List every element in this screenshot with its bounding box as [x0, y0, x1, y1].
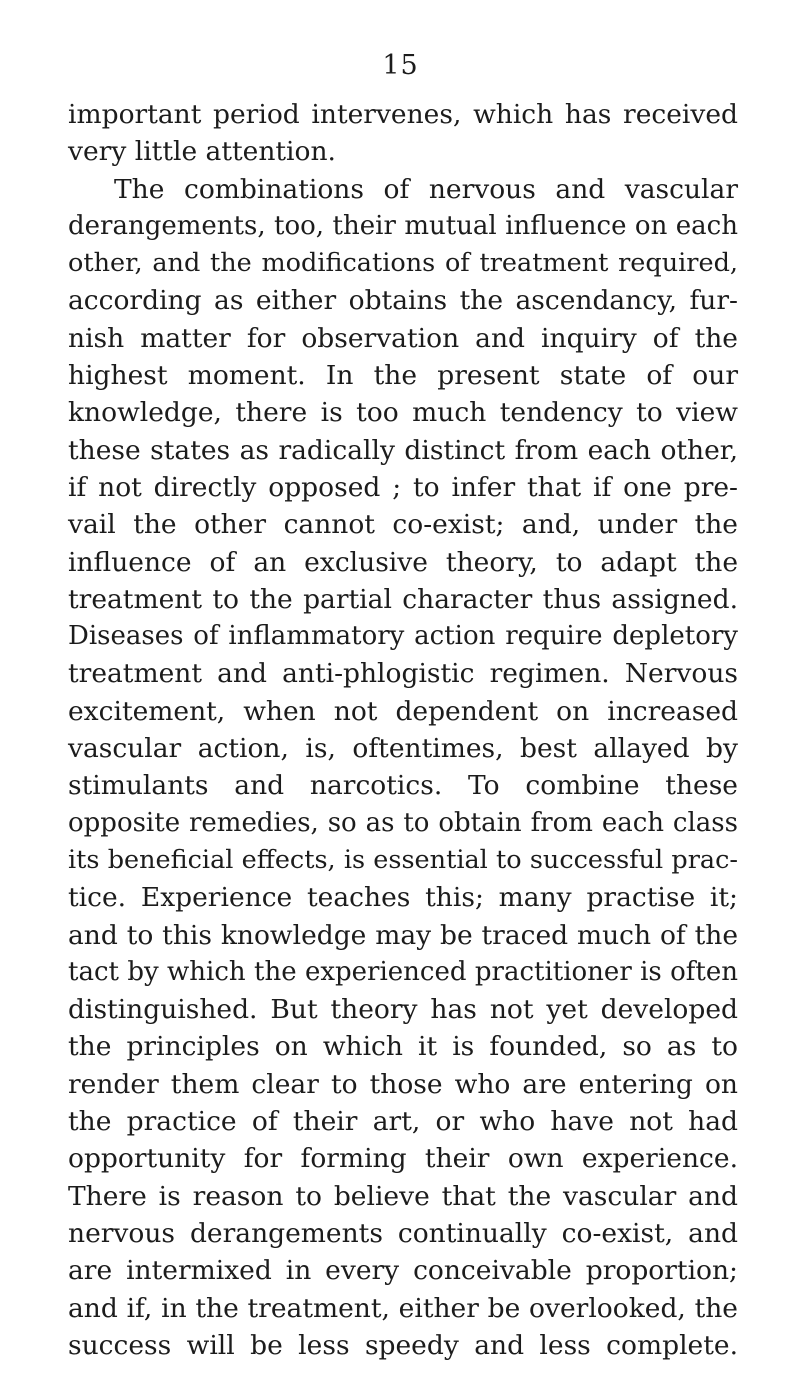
text-line: tice. Experience teaches this; many practise it; — [68, 882, 738, 914]
text-line: The combinations of nervous and vascular — [114, 173, 738, 205]
text-line: render them clear to those who are entering on — [68, 1068, 738, 1100]
text-line: the practice of their art, or who have not had — [68, 1106, 738, 1138]
text-line: important period intervenes, which has received — [68, 99, 738, 130]
text-line: opposite remedies, so as to obtain from each class — [68, 807, 738, 838]
text-line: excitement, when not dependent on increased — [68, 695, 738, 727]
text-line: and if, in the treatment, either be overlooked, the — [68, 1292, 738, 1324]
text-line: distinguished. But theory has not yet developed — [68, 994, 738, 1026]
text-line: the principles on which it is founded, so as to — [68, 1031, 738, 1063]
text-line: treatment to the partial character thus assigned. — [68, 583, 738, 615]
text-line: if not directly opposed ; to infer that if one pre- — [68, 471, 738, 503]
text-line: treatment and anti-phlogistic regimen. Nervous — [68, 658, 738, 690]
text-line: There is reason to believe that the vascular and — [68, 1180, 738, 1212]
text-line: tact by which the experienced practitioner is often — [68, 956, 738, 987]
text-line: success will be less speedy and less complete. — [68, 1329, 738, 1361]
text-line: and to this knowledge may be traced much of the — [68, 919, 738, 951]
text-line: Diseases of inflammatory action require depletory — [68, 621, 738, 652]
text-line: derangements, too, their mutual influence on each — [68, 210, 738, 241]
text-line: nervous derangements continually co-exist, and — [68, 1217, 738, 1249]
text-line: according as either obtains the ascendancy, fur- — [68, 285, 738, 317]
text-line: opportunity for forming their own experience. — [68, 1143, 738, 1175]
text-line: these states as radically distinct from each other, — [68, 434, 738, 466]
text-line: are intermixed in every conceivable proportion; — [68, 1255, 738, 1287]
text-line: very little attention. — [68, 136, 336, 168]
text-line: vail the other cannot co-exist; and, under the — [68, 509, 738, 541]
text-line: nish matter for observation and inquiry of the — [68, 322, 738, 354]
text-line: other, and the modifications of treatment required, — [68, 248, 738, 279]
text-line: its beneficial effects, is essential to successful prac- — [68, 844, 738, 875]
text-line: vascular action, is, oftentimes, best allayed by — [68, 733, 738, 765]
text-line: influence of an exclusive theory, to adapt the — [68, 546, 738, 578]
body-text — [68, 96, 738, 1364]
page-number: 15 — [382, 50, 419, 81]
text-line: knowledge, there is too much tendency to view — [68, 397, 738, 429]
text-line: highest moment. In the present state of our — [68, 360, 738, 392]
text-line: stimulants and narcotics. To combine these — [68, 770, 738, 802]
